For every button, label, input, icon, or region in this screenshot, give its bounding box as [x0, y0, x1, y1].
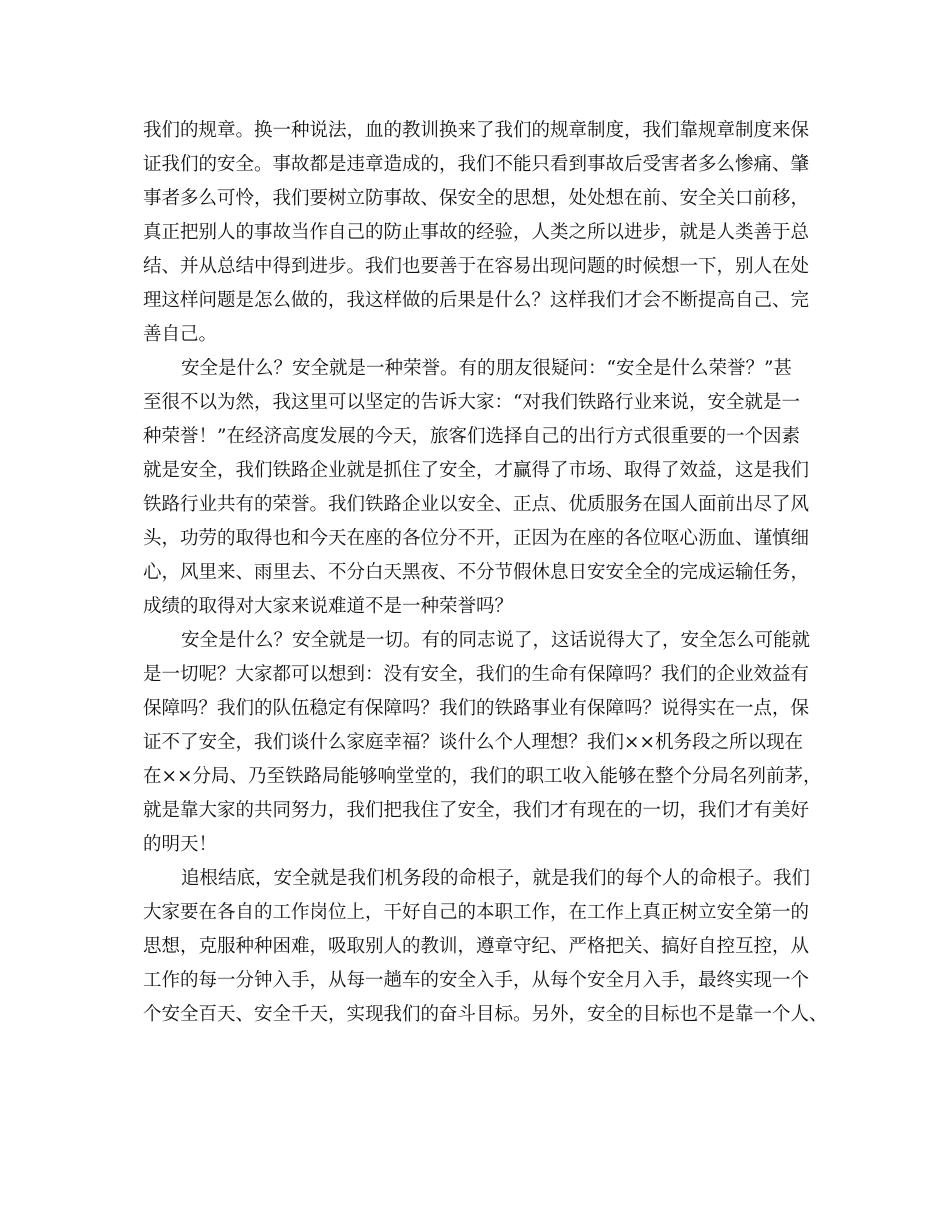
text-line: 至很不以为然，我这里可以坚定的告诉大家：“对我们铁路行业来说，安全就是一 — [143, 392, 800, 413]
paragraph-first-line: 安全是什么？安全就是一种荣誉。有的朋友很疑问：“安全是什么荣誉？”甚 — [181, 358, 792, 379]
text-line: 铁路行业共有的荣誉。我们铁路企业以安全、正点、优质服务在国人面前出尽了风 — [143, 494, 810, 515]
paragraph-first-line: 安全是什么？安全就是一切。有的同志说了，这话说得大了，安全怎么可能就 — [181, 630, 811, 651]
text-line: 就是安全，我们铁路企业就是抓住了安全，才赢得了市场、取得了效益，这是我们 — [143, 460, 810, 481]
text-line: 我们的规章。换一种说法，血的教训换来了我们的规章制度，我们靠规章制度来保 — [143, 120, 810, 141]
text-line: 的明天！ — [143, 834, 218, 855]
text-line: 证我们的安全。事故都是违章造成的，我们不能只看到事故后受害者多么惨痛、肇 — [143, 154, 810, 175]
text-line: 心，风里来、雨里去、不分白天黑夜、不分节假休息日安安全全的完成运输任务， — [143, 562, 810, 583]
text-line: 善自己。 — [143, 324, 218, 345]
text-line: 头，功劳的取得也和今天在座的各位分不开，正因为在座的各位呕心沥血、谨慎细 — [143, 528, 810, 549]
text-line: 保障吗？我们的队伍稳定有保障吗？我们的铁路事业有保障吗？说得实在一点，保 — [143, 698, 810, 719]
text-line: 种荣誉！”在经济高度发展的今天，旅客们选择自己的出行方式很重要的一个因素 — [143, 426, 800, 447]
text-line: 思想，克服种种困难，吸取别人的教训，遵章守纪、严格把关、搞好自控互控，从 — [143, 936, 810, 957]
text-line: 大家要在各自的工作岗位上，干好自己的本职工作，在工作上真正树立安全第一的 — [143, 902, 810, 923]
text-line: 事者多么可怜，我们要树立防事故、保安全的思想，处处想在前、安全关口前移， — [143, 188, 810, 209]
text-line: 证不了安全，我们谈什么家庭幸福？谈什么个人理想？我们××机务段之所以现在 — [143, 732, 804, 753]
text-line: 理这样问题是怎么做的，我这样做的后果是什么？这样我们才会不断提高自己、完 — [143, 290, 810, 311]
text-line: 真正把别人的事故当作自己的防止事故的经验，人类之所以进步，就是人类善于总 — [143, 222, 810, 243]
body-text — [143, 114, 833, 1032]
text-line: 工作的每一分钟入手，从每一趟车的安全入手，从每个安全月入手，最终实现一个 — [143, 970, 810, 991]
text-line: 就是靠大家的共同努力，我们把我住了安全，我们才有现在的一切，我们才有美好 — [143, 800, 810, 821]
text-line: 成绩的取得对大家来说难道不是一种荣誉吗？ — [143, 596, 514, 617]
text-line: 是一切呢？大家都可以想到：没有安全，我们的生命有保障吗？我们的企业效益有 — [143, 664, 810, 685]
text-line: 个安全百天、安全千天，实现我们的奋斗目标。另外，安全的目标也不是靠一个人、 — [143, 1004, 828, 1025]
text-line: 结、并从总结中得到进步。我们也要善于在容易出现问题的时候想一下，别人在处 — [143, 256, 810, 277]
paragraph-first-line: 追根结底，安全就是我们机务段的命根子，就是我们的每个人的命根子。我们 — [181, 868, 811, 889]
text-line: 在××分局、乃至铁路局能够响堂堂的，我们的职工收入能够在整个分局名列前茅， — [143, 766, 822, 787]
